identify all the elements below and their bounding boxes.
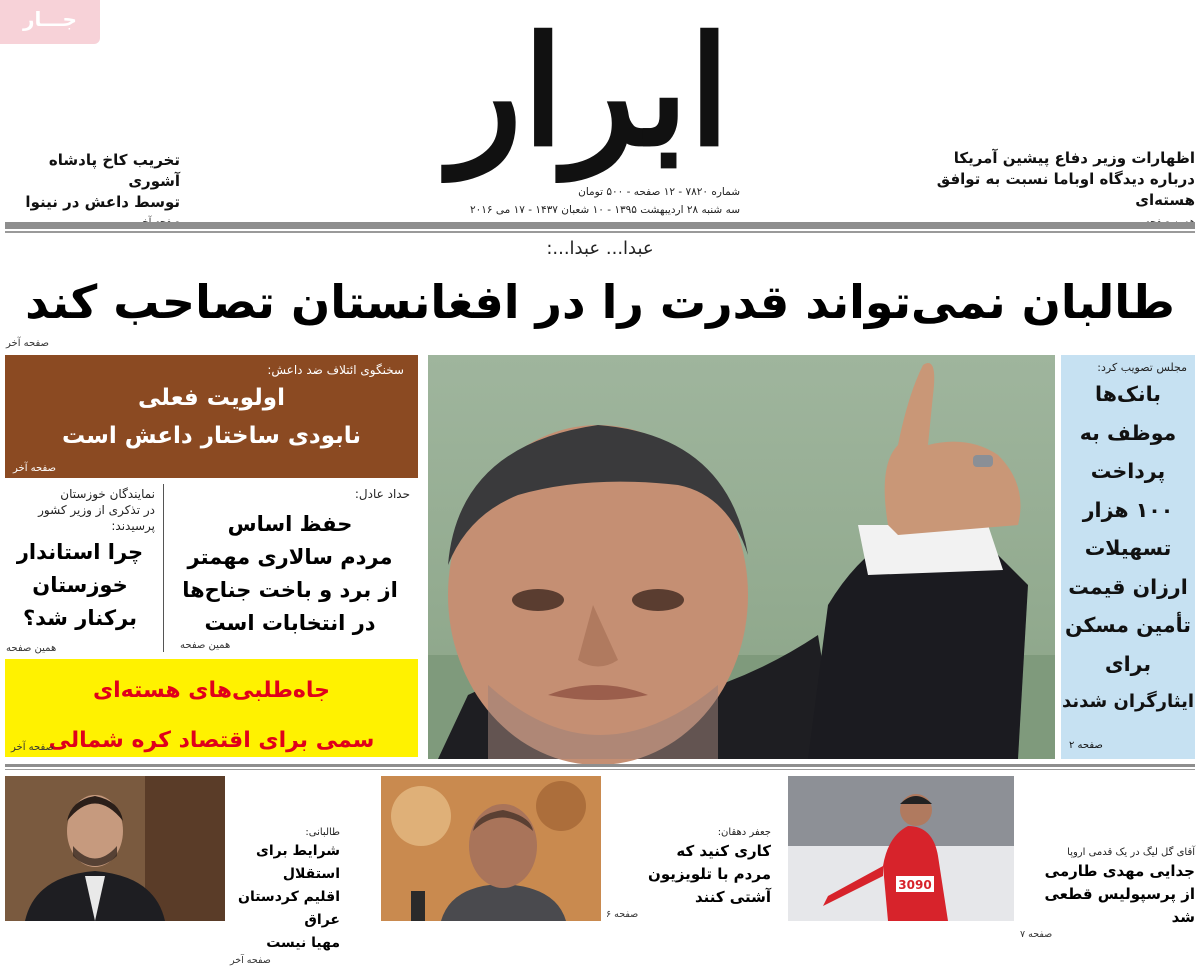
masthead-rule-thin: [5, 231, 1195, 233]
story-headline-line: مهیا نیست: [266, 935, 340, 951]
box-headline-line: ارزان قیمت: [1068, 574, 1188, 599]
story-kicker: جعفر دهقان:: [717, 827, 771, 838]
box-headline-line: جاه‌طلبی‌های هسته‌ای: [92, 678, 331, 703]
story-kicker: نمایندگان خوزستان: [60, 487, 155, 501]
football-photo-illustration: [788, 776, 1014, 921]
corner-tag: [0, 0, 100, 44]
left-story[interactable]: [5, 486, 155, 635]
bottom-rule-thin: [5, 769, 1195, 770]
page-reference: صفحه آخر: [11, 742, 55, 753]
bottom-story-2-photo[interactable]: [381, 776, 601, 921]
page-reference: صفحه ۶: [606, 909, 639, 920]
page-reference: صفحه آخر: [13, 463, 57, 474]
story-headline-line: چرا استاندار: [16, 540, 144, 564]
lead-photo-illustration: [428, 355, 1055, 759]
story-headline-line: اقلیم کردستان عراق: [238, 889, 340, 928]
box-headline-line: پرداخت: [1090, 459, 1166, 483]
box-headline-line: تسهیلات: [1084, 536, 1172, 560]
box-kicker: سخنگوی ائتلاف ضد داعش:: [267, 363, 404, 377]
story-headline-line: آشتی کنند: [694, 888, 771, 906]
story-kicker: آقای گل لیگ در یک قدمی اروپا: [1067, 847, 1195, 858]
box-headline-line: ۱۰۰ هزار: [1082, 497, 1174, 522]
box-headline-line: موظف به: [1079, 420, 1177, 445]
page-reference: صفحه ۷: [1020, 929, 1053, 940]
box-headline-line: نابودی ساختار داعش است: [61, 423, 362, 449]
story-headline-line: خوزستان: [32, 573, 128, 597]
column-divider: [163, 484, 164, 652]
story-kicker: حداد عادل:: [354, 487, 410, 501]
bottom-story-3-photo[interactable]: [5, 776, 225, 921]
box-headline-line: ایثارگران شدند: [1061, 691, 1195, 712]
jersey-sponsor: 3090: [898, 878, 932, 892]
middle-story[interactable]: [170, 486, 410, 640]
page-reference: صفحه آخر: [6, 338, 50, 349]
top-right-teaser[interactable]: [880, 148, 1195, 228]
story-headline-line: از پرسپولیس قطعی شد: [1044, 885, 1195, 926]
brown-feature-box[interactable]: [5, 355, 418, 478]
box-headline-line: برای: [1104, 651, 1152, 676]
story-headline-line: حفظ اساس: [227, 512, 353, 536]
box-kicker: مجلس تصویب کرد:: [1097, 361, 1187, 374]
teaser-line: درباره دیدگاه اوباما نسبت به توافق هسته‌ای: [936, 170, 1195, 209]
story-headline-line: مردم سالاری مهمتر: [187, 545, 393, 569]
story-kicker: طالبانی:: [305, 827, 340, 838]
story-kicker: پرسیدند:: [111, 519, 155, 533]
teaser-line: اظهارات وزیر دفاع پیشین آمریکا: [953, 149, 1195, 167]
lead-headline[interactable]: طالبان نمی‌تواند قدرت را در افغانستان تصاحب کند: [25, 275, 1175, 329]
box-headline-line: سمی برای اقتصاد کره شمالی: [48, 728, 375, 753]
portrait-illustration: [381, 776, 601, 921]
lead-photo[interactable]: [428, 355, 1055, 759]
newspaper-logo: ابرار: [449, 4, 731, 180]
story-headline-line: مردم با تلویزیون: [648, 865, 771, 883]
bottom-story-3[interactable]: [230, 826, 340, 966]
story-headline-line: برکنار شد؟: [23, 606, 137, 630]
bottom-story-1-photo[interactable]: [788, 776, 1014, 921]
teaser-line: تخریب کاخ پادشاه آشوری: [48, 151, 180, 190]
page-reference: همین صفحه: [6, 643, 57, 654]
story-kicker: در تذکری از وزیر کشور: [38, 503, 155, 517]
portrait-illustration: [5, 776, 225, 921]
box-headline-line: بانک‌ها: [1095, 382, 1161, 406]
masthead-rule: [5, 222, 1195, 229]
corner-tag-label: جـــار: [23, 7, 77, 31]
top-left-teaser[interactable]: [5, 150, 180, 228]
page-reference: صفحه ۲: [1069, 740, 1103, 751]
issue-info: شماره ۷۸۲۰ - ۱۲ صفحه - ۵۰۰ تومان: [578, 186, 740, 198]
box-headline-line: تأمین مسکن: [1065, 613, 1191, 637]
lead-kicker: عبدا... عبدا...:: [546, 238, 654, 259]
box-headline-line: اولویت فعلی: [138, 385, 285, 411]
page-reference: همین صفحه: [180, 640, 231, 651]
page-reference: صفحه آخر: [230, 955, 271, 966]
story-headline-line: کاری کنید که: [676, 842, 771, 860]
story-headline-line: در انتخابات است: [204, 611, 376, 635]
bottom-story-2[interactable]: [606, 826, 771, 920]
yellow-feature-box[interactable]: [5, 659, 418, 757]
story-headline-line: شرایط برای استقلال: [256, 843, 340, 882]
bottom-story-1[interactable]: [1020, 846, 1195, 940]
blue-feature-box[interactable]: [1061, 355, 1195, 759]
story-headline-line: جدایی مهدی طارمی: [1044, 862, 1195, 880]
issue-date: سه شنبه ۲۸ اردیبهشت ۱۳۹۵ - ۱۰ شعبان ۱۴۳۷ - ۱۷ می ۲۰۱۶: [470, 204, 740, 216]
story-headline-line: از برد و باخت جناح‌ها: [182, 578, 398, 602]
teaser-line: توسط داعش در نینوا: [25, 193, 180, 211]
bottom-rule: [5, 764, 1195, 767]
